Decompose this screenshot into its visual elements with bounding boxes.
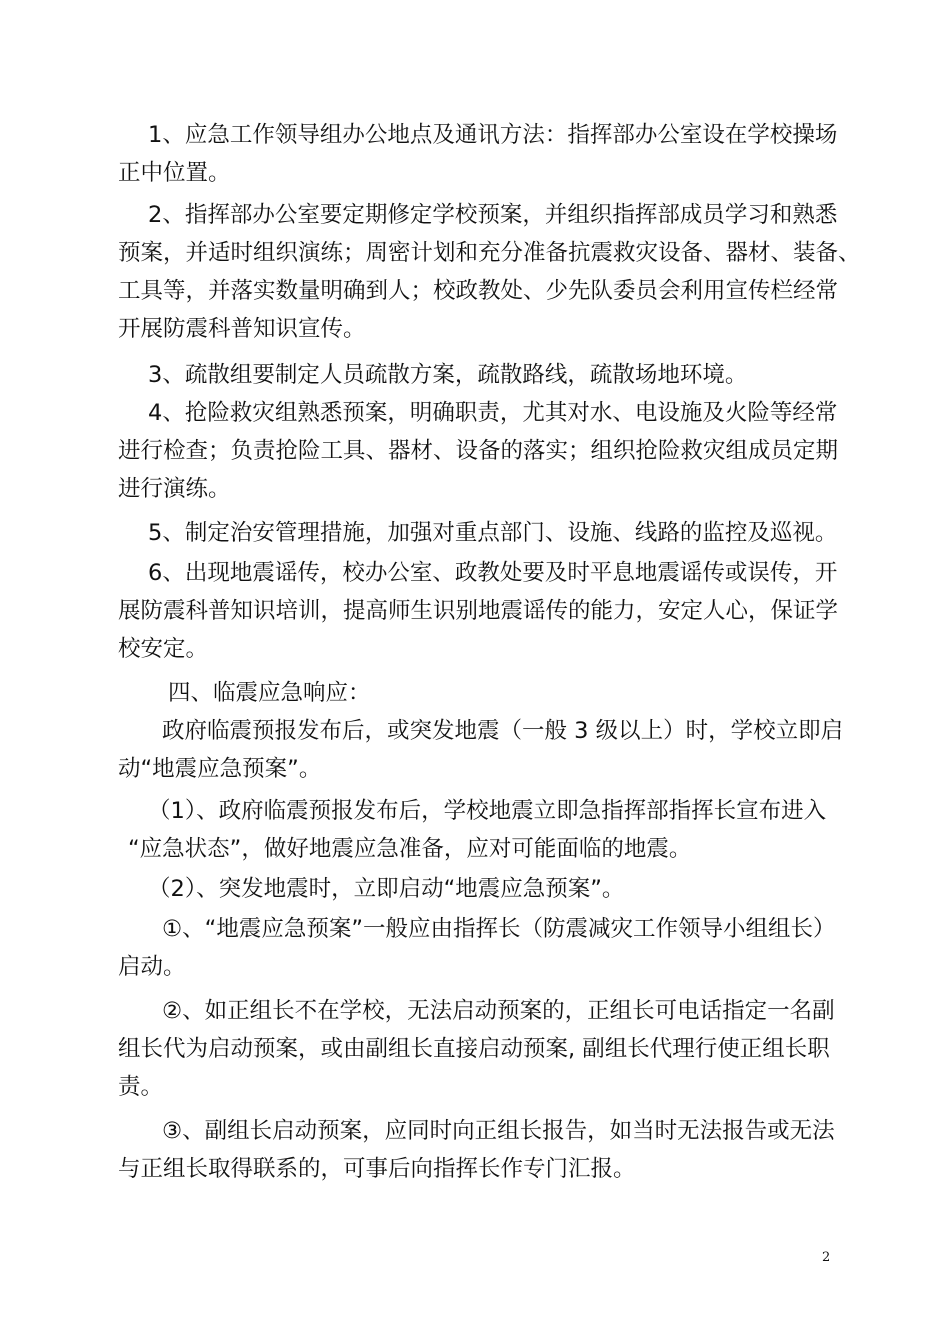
text-line: 4、抢险救灾组熟悉预案，明确职责，尤其对水、电设施及火险等经常 xyxy=(148,400,838,426)
text-line: 正中位置。 xyxy=(118,160,231,186)
section-heading: 四、临震应急响应： xyxy=(168,680,371,706)
text-line: 与正组长取得联系的，可事后向指挥长作专门汇报。 xyxy=(118,1156,636,1182)
text-line: 6、出现地震谣传，校办公室、政教处要及时平息地震谣传或误传，开 xyxy=(148,560,838,586)
text-line: 进行演练。 xyxy=(118,476,231,502)
text-line: （1）、政府临震预报发布后，学校地震立即急指挥部指挥长宣布进入 xyxy=(148,798,827,824)
text-line: ③、副组长启动预案，应同时向正组长报告，如当时无法报告或无法 xyxy=(162,1118,835,1144)
text-line: 预案，并适时组织演练；周密计划和充分准备抗震救灾设备、器材、装备、 xyxy=(118,240,861,266)
text-line: 组长代为启动预案，或由副组长直接启动预案, 副组长代理行使正组长职 xyxy=(118,1036,830,1062)
text-line: ①、“地震应急预案”一般应由指挥长（防震减灾工作领导小组组长） xyxy=(162,916,836,942)
text-line: 动“地震应急预案”。 xyxy=(118,756,322,782)
text-line: 政府临震预报发布后，或突发地震（一般 3 级以上）时，学校立即启 xyxy=(162,718,844,744)
text-line: 3、疏散组要制定人员疏散方案，疏散路线，疏散场地环境。 xyxy=(148,362,748,388)
text-line: 1、应急工作领导组办公地点及通讯方法：指挥部办公室设在学校操场 xyxy=(148,122,838,148)
text-line: 展防震科普知识培训，提高师生识别地震谣传的能力，安定人心，保证学 xyxy=(118,598,839,624)
text-line: 校安定。 xyxy=(118,636,209,662)
text-line: 责。 xyxy=(118,1074,164,1100)
text-line: （2）、突发地震时，立即启动“地震应急预案”。 xyxy=(148,876,625,902)
text-line: ②、如正组长不在学校，无法启动预案的，正组长可电话指定一名副 xyxy=(162,998,835,1024)
text-line: “应急状态”，做好地震应急准备，应对可能面临的地震。 xyxy=(128,836,692,862)
text-line: 工具等，并落实数量明确到人；校政教处、少先队委员会利用宣传栏经常 xyxy=(118,278,839,304)
text-line: 5、制定治安管理措施，加强对重点部门、设施、线路的监控及巡视。 xyxy=(148,520,838,546)
text-line: 进行检查；负责抢险工具、器材、设备的落实；组织抢险救灾组成员定期 xyxy=(118,438,839,464)
page-number: 2 xyxy=(822,1250,831,1265)
text-line: 2、指挥部办公室要定期修定学校预案，并组织指挥部成员学习和熟悉 xyxy=(148,202,838,228)
text-line: 开展防震科普知识宣传。 xyxy=(118,316,366,342)
text-line: 启动。 xyxy=(118,954,186,980)
